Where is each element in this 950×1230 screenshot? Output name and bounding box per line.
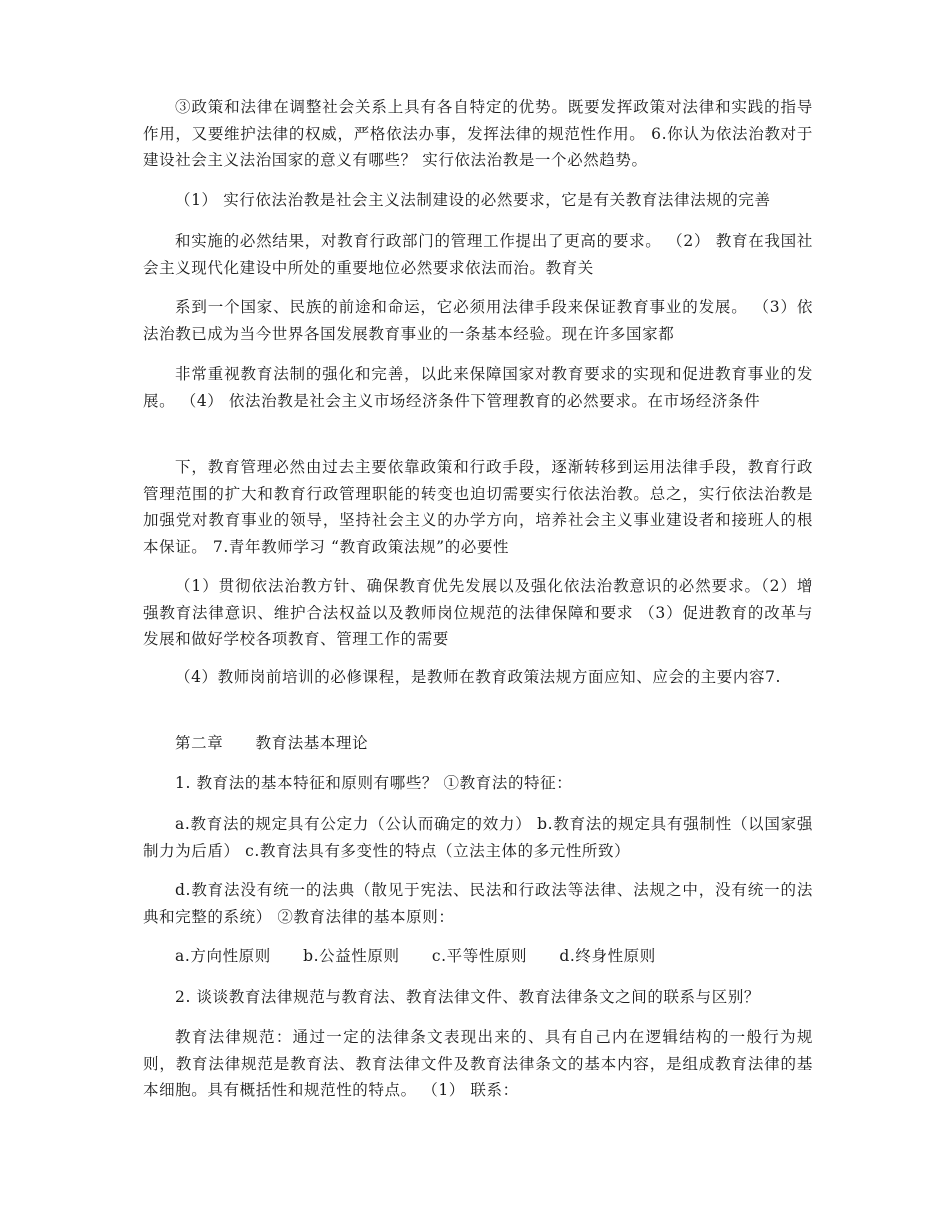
paragraph-rule-of-law-point-1: （1） 实行依法治教是社会主义法制建设的必然要求，它是有关教育法律法规的完善 [175,191,771,209]
paragraph-legal-norm-definition: 教育法律规范：通过一定的法律条文表现出来的、具有自己内在逻辑结构的一般行为规则，教育法律规范是教育法、教育法律文件及教育法律条文的基本内容，是组成教育法律的基本细胞。具有概括性和规范性的特点。 （1） 联系： [143,1028,813,1100]
paragraph-principles: a.方向性原则 b.公益性原则 c.平等性原则 d.终身性原则 [175,947,656,965]
paragraph-training-course: （4）教师岗前培训的必修课程，是教师在教育政策法规方面应知、应会的主要内容7. [175,668,782,686]
paragraph-policy-law-advantage: ③政策和法律在调整社会关系上具有各自特定的优势。既要发挥政策对法律和实践的指导作用，又要维护法律的权威，严格依法办事，发挥法律的规范性作用。 6.你认为依法治教对于建设社会主义法治国家的意义有哪些？ 实行依法治教是一个必然趋势。 [143,98,813,170]
paragraph-market-economy: 下，教育管理必然由过去主要依靠政策和行政手段，逐渐转移到运用法律手段，教育行政管理范围的扩大和教育行政管理职能的转变也迫切需要实行依法治教。总之，实行依法治教是加强党对教育事业的领导，坚持社会主义的办学方向，培养社会主义事业建设者和接班人的根本保证。 7.青年教师学习 “教育政策法规”的必要性 [143,458,813,556]
paragraph-rule-of-law-point-4: 非常重视教育法制的强化和完善，以此来保障国家对教育要求的实现和促进教育事业的发展。 （4） 依法治教是社会主义市场经济条件下管理教育的必然要求。在市场经济条件 [143,365,813,410]
paragraph-features: a.教育法的规定具有公定力（公认而确定的效力） b.教育法的规定具有强制性（以国家强制力为后盾） c.教育法具有多变性的特点（立法主体的多元性所致） [143,815,813,860]
question-1: 1. 教育法的基本特征和原则有哪些？ ①教育法的特征： [175,774,573,792]
paragraph-no-code: d.教育法没有统一的法典（散见于宪法、民法和行政法等法律、法规之中，没有统一的法典和完整的系统） ②教育法律的基本原则： [143,881,813,926]
paragraph-rule-of-law-point-3: 系到一个国家、民族的前途和命运，它必须用法律手段来保证教育事业的发展。 （3）依法治教已成为当今世界各国发展教育事业的一条基本经验。现在许多国家都 [143,298,813,343]
question-2: 2. 谈谈教育法律规范与教育法、教育法律文件、教育法律条文之间的联系与区别？ [175,988,761,1006]
paragraph-rule-of-law-point-2: 和实施的必然结果，对教育行政部门的管理工作提出了更高的要求。 （2） 教育在我国社会主义现代化建设中所处的重要地位必然要求依法而治。教育关 [143,232,813,277]
paragraph-necessity-items: （1）贯彻依法治教方针、确保教育优先发展以及强化依法治教意识的必然要求。（2）增强教育法律意识、维护合法权益以及教师岗位规范的法律保障和要求 （3）促进教育的改革与发展和做好学校各项教育、管理工作的需要 [143,577,813,649]
chapter-heading: 第二章 教育法基本理论 [175,734,369,752]
